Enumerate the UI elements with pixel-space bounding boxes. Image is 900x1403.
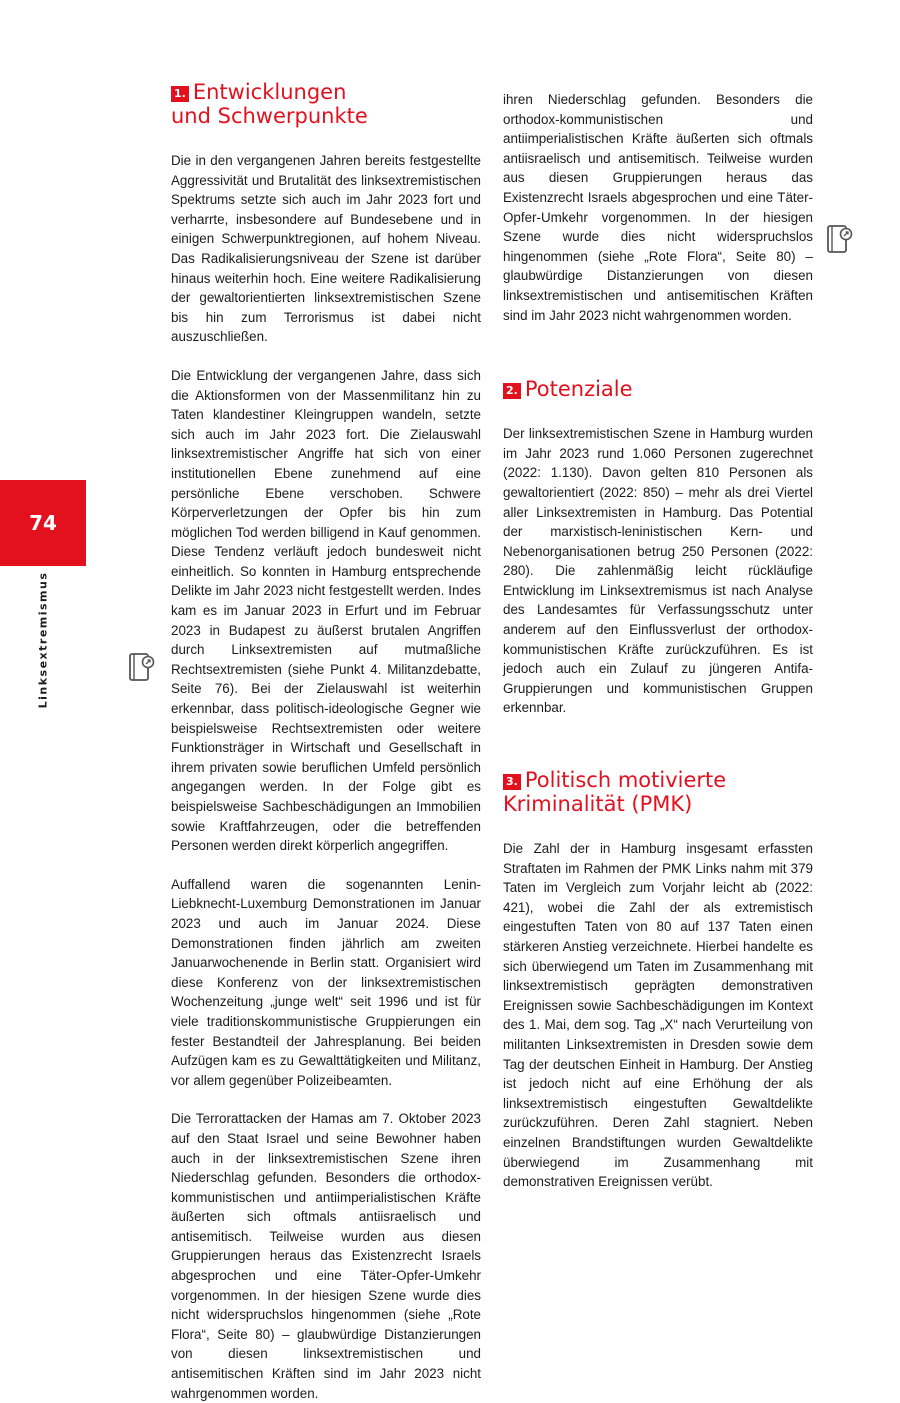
paragraph: Der linksextremistischen Szene in Hamburg wurden im Jahr 2023 rund 1.060 Personen zugerechnet (2022: 1.130). Davon gelten 810 Personen als gewaltorientiert (2022: 850) – mehr als drei Viertel aller Linksextremisten in Hamburg. Das Potential der marxistisch-leninistischen Kern- und Nebenorganisationen betrug 250 Personen (2022: 280). Die zahlenmäßig leicht rückläufige Entwicklung im Linksextremismus ist nach Analyse des Landesamtes für Verfassungsschutz unter anderem auf den Einflussverlust der orthodox-kommunistischen Kräfte zurückzuführen. Es ist jedoch auch ein Zulauf zu jüngeren Antifa-Gruppierungen und kommunistischen Gruppen erkennbar. [503,426,813,716]
section-title: Potenziale [524,377,633,402]
book-reference-icon[interactable] [826,223,852,255]
page-number-tab [0,480,86,566]
section-title-line2: und Schwerpunkte [171,104,368,128]
section-title-line2: Kriminalität (PMK) [503,792,693,817]
section-heading-3 [503,768,813,816]
paragraph: Die Entwicklung der vergangenen Jahre, dass sich die Aktionsformen von der Massenmilitanz hin zu Taten klandestiner Kleingruppen wandeln, setzte sich auch im Jahr 2023 fort. Die Zielauswahl linksextremistischer Angriffe hat sich von einer institutionellen Ebene zunehmend auf eine persönliche Ebene verschoben. Schwere Körperverletzungen der Opfer bis hin zum möglichen Tod werden billigend in Kauf genommen. Diese Tendenz verläuft jedoch bundesweit nicht einheitlich. So konnten in Hamburg entsprechende Delikte im Jahr 2023 nicht festgestellt werden. Indes kam es im Januar 2023 in Erfurt und im Februar 2023 in Budapest zu äußerst brutalen Angriffen durch Linksextremisten auf mutmaßliche Rechtsextremisten (siehe Punkt 4. Militanzdebatte, Seite 76). Bei der Zielauswahl ist weiterhin erkennbar, dass politisch-ideologische Gegner wie beispielsweise Rechtsextremisten oder weitere Funktionsträger in Wirtschaft und Gesellschaft in ihrem privaten sowie beruflichen Umfeld persönlich angegangen werden. In der Folge gibt es beispielsweise Sachbeschädigungen an Immobilien sowie Kraftfahrzeugen, oder die betreffenden Personen werden direkt körperlich angegriffen. [171,367,481,854]
section-heading-2 [503,377,813,401]
section-number: 2. [503,383,521,399]
section-number: 3. [503,774,521,790]
paragraph: Die in den vergangenen Jahren bereits festgestellte Aggressivität und Brutalität des linksextremistischen Spektrums setzte sich auch im Jahr 2023 fort und verharrte, insbesondere auf Bundesebene und in einigen Schwerpunktregionen, auf hohem Niveau. Das Radikalisierungsniveau der Szene ist darüber hinaus weiterhin hoch. Eine weitere Radikalisierung der gewaltorientierten linksextremistischen Szene bis hin zum Terrorismus ist dabei nicht auszuschließen. [171,153,481,345]
chapter-label: Linksextremismus [36,571,50,709]
left-column [171,80,481,1401]
paragraph: Auffallend waren die sogenannten Lenin-Liebknecht-Luxemburg Demonstrationen im Januar 2023 und auch im Januar 2024. Diese Demonstrationen finden jährlich am zweiten Januarwochenende in Berlin statt. Organisiert wird diese Konferenz von der linksextremistischen Wochenzeitung „junge welt“ seit 1996 und ist für viele traditionskommunistische Gruppierungen ein fester Bestandteil der Jahresplanung. Bei beiden Aufzügen kam es zu Gewalttätigkeiten und Militanz, vor allem gegenüber Polizeibeamten. [171,876,481,1088]
paragraph: Die Zahl der in Hamburg insgesamt erfassten Straftaten im Rahmen der PMK Links nahm mit 379 Taten im Vergleich zum Vorjahr leicht ab (2022: 421), wobei die Zahl der als extremistisch eingestuften Taten von 80 auf 137 Taten einen stärkeren Anstieg verzeichnete. Hierbei handelte es sich überwiegend um Taten im Zusammenhang mit linksextremistisch geprägten demonstrativen Ereignissen sowie Sachbeschädigungen im Kontext des 1. Mai, dem sog. Tag „X“ nach Verurteilung von militanten Linksextremisten in Dresden sowie dem Tag der deutschen Einheit in Hamburg. Der Anstieg ist jedoch nicht auf eine Erhöhung der als linksextremistisch eingestuften Gewaltdelikte zurückzuführen. Deren Zahl stagniert. Neben einzelnen Brandstiftungen wurden Gewaltdelikte überwiegend im Zusammenhang mit demonstrativen Ereignissen verübt. [503,841,813,1190]
book-reference-icon[interactable] [128,651,154,683]
paragraph-continuation: ihren Niederschlag gefunden. Besonders die orthodox-kommunistischen und antiimperialistischen Kräfte äußerten sich oftmals antiisraelisch und antisemitisch. Teilweise wurden aus diesen Gruppierungen heraus das Existenzrecht Israels abgesprochen und eine Täter-Opfer-Umkehr vorgenommen. In der hiesigen Szene wurde dies nicht widerspruchslos hingenommen (siehe „Rote Flora“, Seite 80) – glaubwürdige Distanzierungen von diesen linksextremistischen und antisemitischen Kräften sind im Jahr 2023 nicht wahrgenommen worden. [503,92,813,323]
section-number: 1. [171,86,189,102]
right-column [503,90,813,1192]
section-heading-1 [171,80,481,128]
section-title-line1: Politisch motivierte [524,768,727,793]
page-number: 74 [29,511,57,535]
paragraph-continued: Die Terrorattacken der Hamas am 7. Oktober 2023 auf den Staat Israel und seine Bewohner haben auch in der linksextremistischen Szene ihren Niederschlag gefunden. Besonders die orthodox-kommunistischen und antiimperialistischen Kräfte äußerten sich oftmals antiisraelisch und antisemitisch. Teilweise wurden aus diesen Gruppierungen heraus das Existenzrecht Israels abgesprochen und eine Täter-Opfer-Umkehr vorgenommen. In der hiesigen Szene wurde dies nicht widerspruchslos hingenommen (siehe „Rote Flora“, Seite 80) – glaubwürdige Distanzierungen von diesen linksextremistischen und antisemitischen Kräften sind im Jahr 2023 nicht wahrgenommen worden. [171,1111,481,1401]
section-title-line1: Entwicklungen [192,80,347,104]
